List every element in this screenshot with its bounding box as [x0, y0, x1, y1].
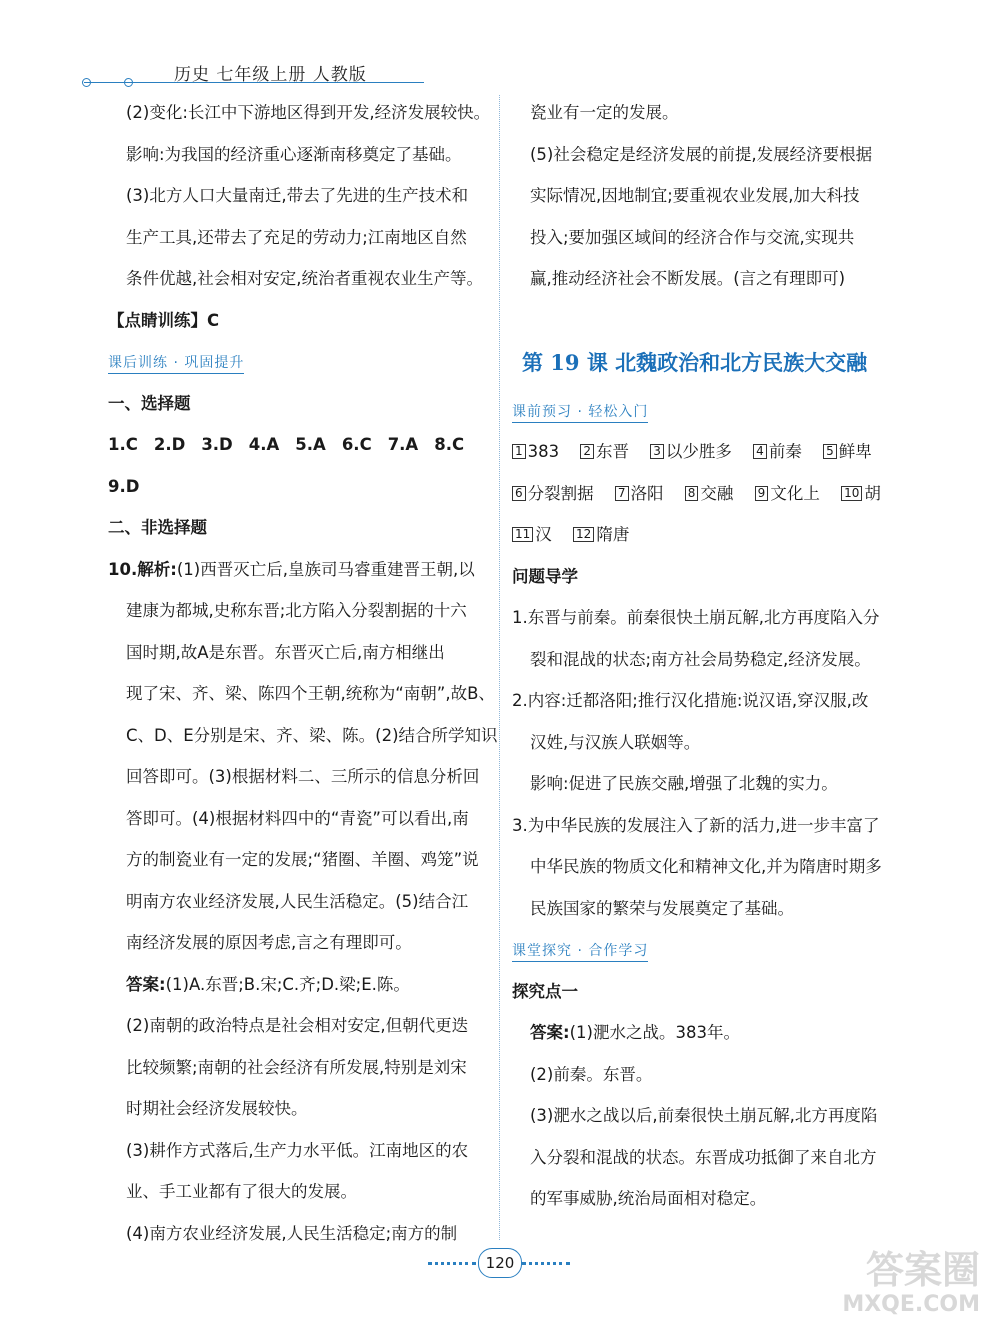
explore-answer-line: 的军事威胁,统治局面相对稳定。 [530, 1189, 767, 1208]
text-line: 瓷业有一定的发展。 [530, 103, 679, 122]
choice-heading: 一、选择题 [108, 393, 191, 413]
answer-line: (2)南朝的政治特点是社会相对安定,但朝代更迭 [126, 1016, 469, 1035]
answer-line: (3)耕作方式落后,生产力水平低。江南地区的农 [126, 1140, 469, 1160]
choice-answers: 9.D [108, 476, 140, 496]
analysis-line: 明南方农业经济发展,人民生活稳定。(5)结合江 [126, 891, 469, 911]
lesson-title: 第 19 课 北魏政治和北方民族大交融 [522, 349, 868, 375]
fill-answers-row: 1 383 2 东晋 3 以少胜多 4 前秦 5 鲜卑 [512, 431, 890, 473]
fill-answers-row: 6 分裂割据 7 洛阳 8 交融 9 文化上 10 胡 [512, 473, 890, 515]
running-header [84, 58, 424, 92]
answer-line: 比较频繁;南朝的社会经济有所发展,特别是刘宋 [126, 1057, 467, 1077]
text-line: (3)北方人口大量南迁,带去了先进的生产技术和 [126, 186, 469, 205]
right-column [512, 92, 890, 1220]
analysis-line: 现了宋、齐、梁、陈四个王朝,统称为“南朝”,故B、 [126, 684, 495, 703]
page-number: 120 [478, 1248, 522, 1278]
text-line: 影响:为我国的经济重心逐渐南移奠定了基础。 [126, 144, 462, 164]
dianjing-answer: 【点睛训练】C [108, 310, 220, 330]
answer-line: 业、手工业都有了很大的发展。 [126, 1182, 357, 1201]
text-line: 赢,推动经济社会不断发展。(言之有理即可) [530, 269, 846, 288]
analysis-line: 回答即可。(3)根据材料二、三所示的信息分析回 [126, 767, 480, 786]
guide-line: 中华民族的物质文化和精神文化,并为隋唐时期多 [530, 857, 882, 876]
nonchoice-heading: 二、非选择题 [108, 518, 207, 537]
analysis-line: 国时期,故A是东晋。东晋灭亡后,南方相继出 [126, 642, 445, 662]
section-tag: 课后训练 · 巩固提升 [108, 353, 244, 374]
text-line: (2)变化:长江中下游地区得到开发,经济发展较快。 [126, 103, 491, 122]
guide-line: 3.为中华民族的发展注入了新的活力,进一步丰富了 [512, 815, 880, 835]
footer-dots-right [522, 1262, 570, 1265]
watermark [842, 1248, 980, 1318]
text-line: 投入;要加强区域间的经济合作与交流,实现共 [530, 227, 855, 247]
guide-line: 汉姓,与汉族人联姻等。 [530, 732, 701, 752]
explore-answer-line: (3)淝水之战以后,前秦很快土崩瓦解,北方再度陷 [530, 1106, 878, 1125]
guide-line: 1.东晋与前秦。前秦很快土崩瓦解,北方再度陷入分 [512, 608, 880, 627]
text-line: 生产工具,还带去了充足的劳动力;江南地区自然 [126, 227, 467, 247]
header-title: 历史 七年级上册 人教版 [174, 65, 367, 85]
analysis-line: 答即可。(4)根据材料四中的“青瓷”可以看出,南 [126, 808, 469, 828]
analysis-line: 方的制瓷业有一定的发展;“猪圈、羊圈、鸡笼”说 [126, 850, 479, 869]
analysis-line: 南经济发展的原因考虑,言之有理即可。 [126, 933, 412, 952]
answer-line: 答案:(1)A.东晋;B.宋;C.齐;D.梁;E.陈。 [126, 974, 410, 994]
section-tag: 课堂探究 · 合作学习 [512, 941, 648, 962]
text-line: 实际情况,因地制宜;要重视农业发展,加大科技 [530, 186, 860, 205]
explore-answer-line: 答案:(1)淝水之战。383年。 [530, 1023, 740, 1042]
choice-answers: 1.C 2.D 3.D 4.A 5.A 6.C 7.A 8.C [108, 435, 465, 454]
section-tag: 课前预习 · 轻松入门 [512, 402, 648, 423]
guide-line: 影响:促进了民族交融,增强了北魏的实力。 [530, 774, 838, 793]
watermark-logo: 答案圈 [865, 1248, 980, 1292]
answer-line: 时期社会经济发展较快。 [126, 1099, 308, 1118]
fill-answers-row: 11 汉 12 隋唐 [512, 514, 890, 556]
guide-line: 民族国家的繁荣与发展奠定了基础。 [530, 898, 794, 918]
text-line: 条件优越,社会相对安定,统治者重视农业生产等。 [126, 269, 483, 288]
text-line: (5)社会稳定是经济发展的前提,发展经济要根据 [530, 144, 873, 164]
analysis-line: 建康为都城,史称东晋;北方陷入分裂割据的十六 [126, 601, 467, 620]
analysis-line: 10.解析:(1)西晋灭亡后,皇族司马睿重建晋王朝,以 [108, 559, 475, 579]
watermark-url: MXQE.COM [842, 1292, 980, 1317]
explore-heading: 探究点一 [512, 981, 578, 1001]
explore-answer-line: (2)前秦。东晋。 [530, 1064, 653, 1084]
left-column [108, 92, 498, 1254]
guide-line: 裂和混战的状态;南方社会局势稳定,经济发展。 [530, 649, 871, 669]
guide-line: 2.内容:迁都洛阳;推行汉化措施:说汉语,穿汉服,改 [512, 691, 869, 710]
answer-line: (4)南方农业经济发展,人民生活稳定;南方的制 [126, 1223, 458, 1243]
guide-heading: 问题导学 [512, 566, 578, 586]
footer-dots-left [428, 1262, 476, 1265]
column-divider [499, 95, 500, 1240]
analysis-line: C、D、E分别是宋、齐、梁、陈。(2)结合所学知识 [126, 725, 498, 745]
explore-answer-line: 入分裂和混战的状态。东晋成功抵御了来自北方 [530, 1147, 877, 1167]
